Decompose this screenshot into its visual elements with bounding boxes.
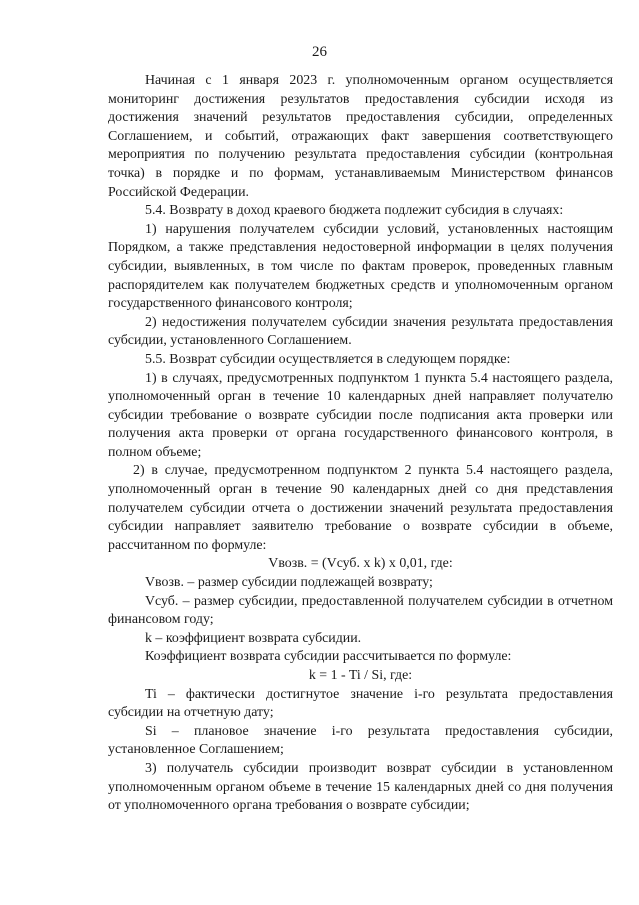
paragraph-5-5-item-2: 2) в случае, предусмотренном подпунктом 2 пункта 5.4 настоящего раздела, уполномоченный орган в течение 90 календарных дней со дня представления получателем субсидии отчета о достижении значений результата предоставления субсидии направляет заявителю требование о возврате субсидии в объеме, рассчитанном по формуле: [108,463,613,553]
paragraph-5-5-item-1: 1) в случаях, предусмотренных подпунктом 1 пункта 5.4 настоящего раздела, уполномоченный орган в течение 10 календарных дней направляет получателю субсидии требование о возврате субсидии после подписания акта проверки или получения акта проверки от органа государственного финансового контроля, в полном объеме; [108,370,613,460]
definition-ti: Ti – фактически достигнутое значение i-го результата предоставления субсидии на отчетную дату; [108,686,613,721]
paragraph-5-4-item-2: 2) недостижения получателем субсидии значения результата предоставления субсидии, установленного Соглашением. [108,314,613,349]
definition-si: Si – плановое значение i-го результата предоставления субсидии, установленное Соглашением; [108,723,613,758]
formula-refund-volume: Vвозв. = (Vсуб. x k) x 0,01, где: [268,556,453,572]
page-number: 26 [312,44,327,60]
paragraph-5-4: 5.4. Возврату в доход краевого бюджета подлежит субсидия в случаях: [145,203,564,219]
paragraph-coefficient: Коэффициент возврата субсидии рассчитывается по формуле: [145,649,512,665]
formula-coefficient: k = 1 - Ti / Si, где: [308,668,413,683]
paragraph-5-4-item-1: 1) нарушения получателем субсидии условий, установленных настоящим Порядком, а также представления недостоверной информации в целях получения субсидии, выявленных, в том числе по фактам проверок, проведенных главным распорядителем как получателем бюджетных средств и уполномоченным органом государственного финансового контроля; [108,221,613,312]
paragraph-5-5-item-3: 3) получатель субсидии производит возврат субсидии в установленном уполномоченным органом объеме в течение 15 календарных дней со дня получения от уполномоченного органа требования о возврате субсидии; [108,760,613,814]
paragraph-monitoring: Начиная с 1 января 2023 г. уполномоченным органом осуществляется мониторинг достижения результатов предоставления субсидии исходя из достижения значений результатов предоставления субсидии, определенных Соглашением, и событий, отражающих факт завершения соответствующего мероприятия по получению результата предоставления субсидии (контрольная точка) в порядке и по формам, устанавливаемым Министерством финансов Российской Федерации. [108,73,613,200]
document-body [108,72,613,816]
definition-v-subsidy: Vсуб. – размер субсидии, предоставленной получателем субсидии в отчетном финансовом году; [108,593,613,628]
definition-k: k – коэффициент возврата субсидии. [145,630,362,646]
definition-v-refund: Vвозв. – размер субсидии подлежащей возврату; [145,575,433,591]
paragraph-5-5: 5.5. Возврат субсидии осуществляется в следующем порядке: [145,351,511,367]
